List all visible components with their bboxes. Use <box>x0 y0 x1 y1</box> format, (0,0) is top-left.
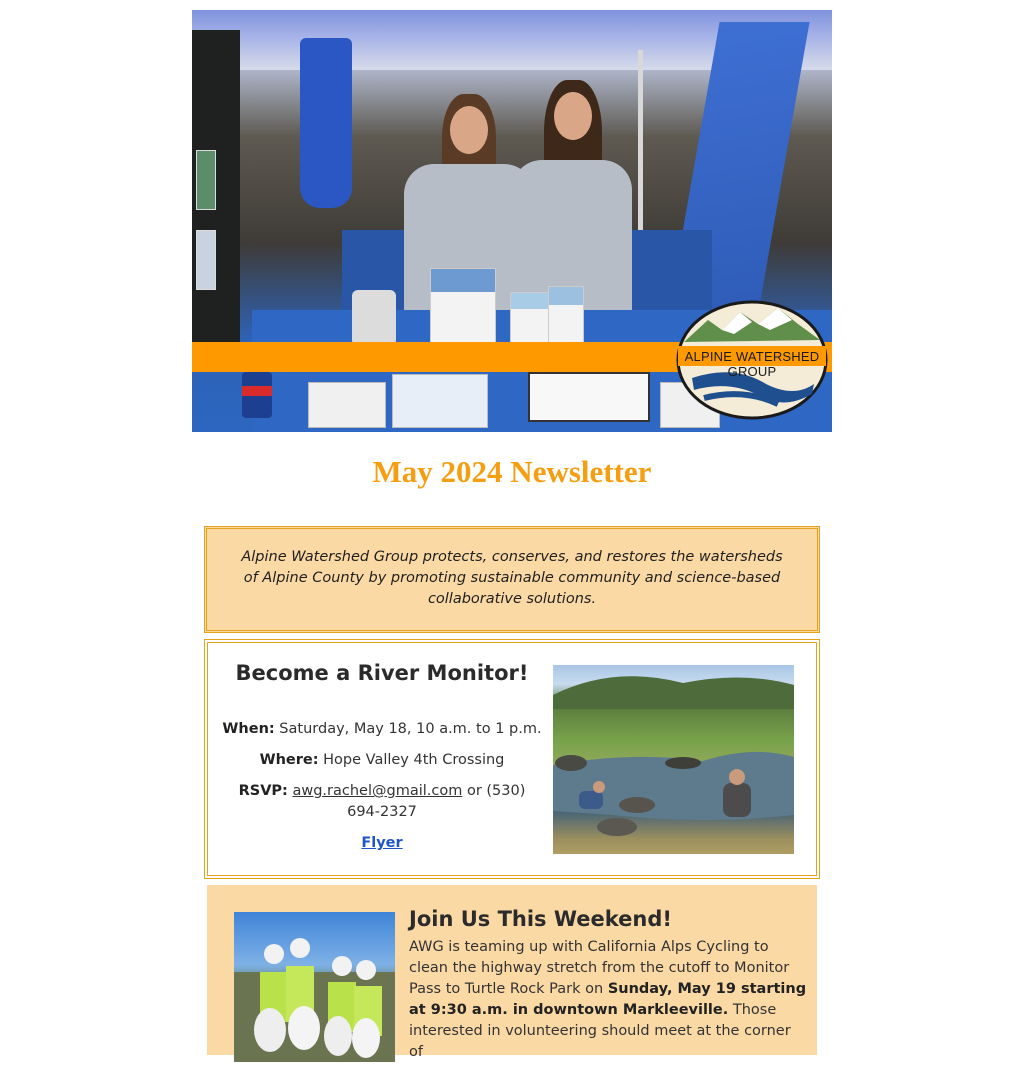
soda-can <box>242 372 272 418</box>
join-us-date-bold: Sunday, May 19 starting at 9:30 a.m. in downtown Markleeville. <box>409 981 807 1018</box>
display-board <box>192 30 240 350</box>
where-value: Hope Valley 4th Crossing <box>318 752 505 768</box>
tent-pole <box>638 50 643 250</box>
where-line <box>222 750 542 771</box>
join-us-text-block <box>409 907 807 1063</box>
join-us-text-1: AWG is teaming up with California Alps Cycling to clean the highway stretch from the cutoff to Monitor Pass to Turtle Rock Park on <box>409 939 790 997</box>
when-value: Saturday, May 18, 10 a.m. to 1 p.m. <box>274 721 542 737</box>
mission-statement-box <box>204 526 820 633</box>
volunteers-scene-icon <box>234 912 395 1062</box>
volunteer-person <box>512 80 632 320</box>
flyer-display <box>430 268 496 348</box>
cleanup-volunteers-photo <box>234 912 395 1062</box>
when-line <box>222 719 542 740</box>
rsvp-label: RSVP: <box>238 783 288 799</box>
mission-text: Alpine Watershed Group protects, conserves, and restores the watersheds of Alpine County by promoting sustainable community and science-based collaborative solutions. <box>241 549 783 607</box>
rsvp-line <box>222 781 542 823</box>
hero-photo <box>192 10 832 432</box>
join-us-heading: Join Us This Weekend! <box>409 907 672 931</box>
where-label: Where: <box>259 752 319 768</box>
jar <box>352 290 396 346</box>
river-scene-icon <box>553 665 794 854</box>
board-card <box>196 150 216 210</box>
rsvp-phone: or (530) 694-2327 <box>347 783 526 820</box>
table-paper <box>392 374 488 428</box>
brochure-display <box>510 292 550 348</box>
logo-text: ALPINE WATERSHED GROUP <box>684 349 820 379</box>
join-us-section <box>207 885 817 1060</box>
river-monitor-details <box>222 661 542 864</box>
flyer-link[interactable]: Flyer <box>361 835 403 851</box>
river-monitor-heading: Become a River Monitor! <box>235 661 529 685</box>
join-us-text-2: Those interested in volunteering should meet at the corner of <box>409 1002 791 1060</box>
board-card <box>196 230 216 290</box>
river-monitor-photo <box>553 665 794 854</box>
newsletter-title: May 2024 Newsletter <box>372 454 652 489</box>
blue-banner-left <box>300 38 352 208</box>
flyer-line <box>222 833 542 854</box>
signup-clipboard <box>528 372 650 422</box>
join-us-paragraph <box>409 937 807 1063</box>
brochure-display <box>548 286 584 348</box>
when-label: When: <box>222 721 275 737</box>
newsletter-container <box>192 10 832 1060</box>
alpine-watershed-logo <box>674 294 830 422</box>
rsvp-email-link[interactable]: awg.rachel@gmail.com <box>292 783 463 799</box>
river-monitor-section <box>204 639 820 879</box>
table-paper <box>308 382 386 428</box>
